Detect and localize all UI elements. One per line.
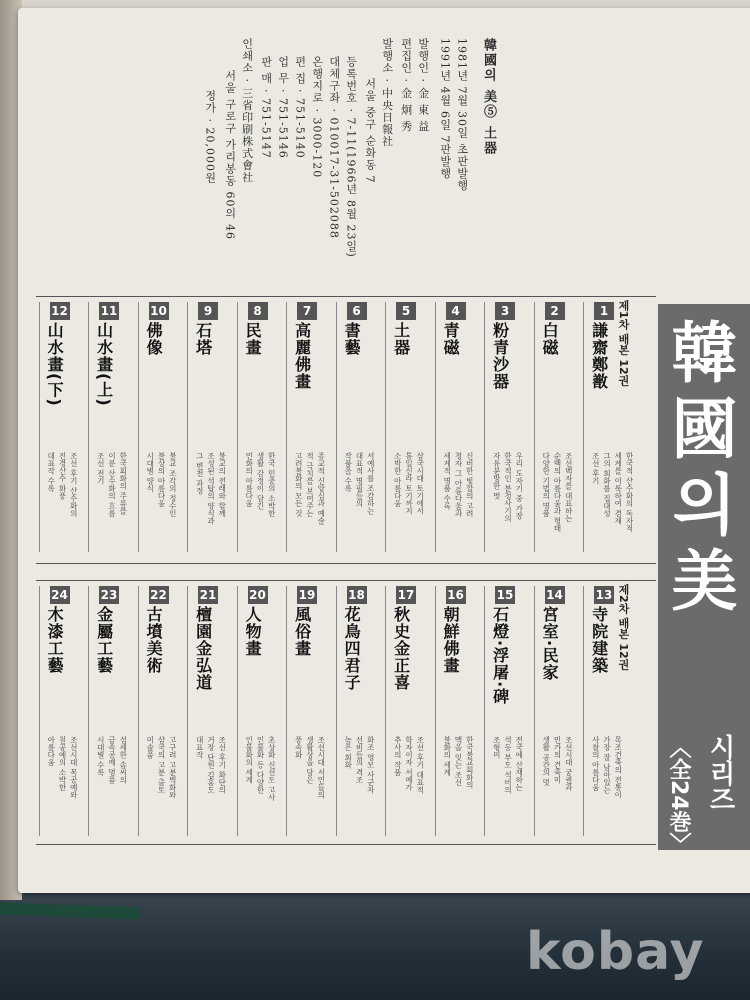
volume-entry — [287, 586, 335, 836]
volume-title: 木漆工藝 — [45, 606, 65, 674]
volume-description: 종교적 신앙심과 예술 적 극치를 보여주는 고려불화의 모든 것 — [294, 452, 326, 525]
volume-description: 화조 영모 사군자 선비들의 격조 높은 회화 — [343, 736, 376, 794]
colophon-phone-sales: 판 매 · 751-5147 — [259, 56, 273, 159]
volume-divider — [88, 302, 89, 552]
volume-title: 花鳥四君子 — [342, 606, 362, 691]
volume-number: 15 — [496, 588, 514, 602]
volume-divider — [435, 586, 436, 836]
volume-entry — [386, 586, 434, 836]
colophon-phone-edit: 편 집 · 751-5140 — [293, 56, 307, 159]
volume-number: 22 — [150, 588, 167, 602]
volume-number: 12 — [51, 304, 68, 318]
volume-description: 신비한 빛깔의 고려 청자 그 아름다움과 세계적 명품 수록 — [442, 452, 475, 517]
volume-description: 서예사를 조감하는 대표적 명필들의 작품을 수록 — [343, 452, 376, 515]
volume-number: 17 — [397, 588, 415, 602]
colophon-editor: 편집인 · 金 炯 秀 — [399, 38, 413, 133]
watermark: kobay — [526, 922, 705, 982]
volume-divider — [286, 302, 287, 552]
volume-divider — [484, 586, 485, 836]
volume-description: 한국회화의 주류를 이룬 산수화의 흐름 조선 전기 — [96, 452, 128, 517]
colophon-account: 대체구좌 · 010017-31-502088 — [327, 56, 341, 239]
book-page — [18, 8, 750, 893]
volume-description: 조선시대 궁궐과 민가의 건축미 생활 공간의 멋 — [541, 736, 574, 791]
volume-description: 섬세한 솜씨의 금속공예 명품 시대별 수록 — [96, 736, 128, 784]
volume-number: 6 — [347, 302, 367, 320]
volume-title: 石塔 — [193, 322, 213, 356]
volume-title: 書藝 — [342, 322, 362, 356]
volume-description: 조선백자를 대표하는 순백의 아름다움과 형태 다양한 기법의 명품 — [541, 452, 574, 532]
volume-title: 人物畫 — [243, 606, 263, 657]
volume-title: 佛像 — [144, 322, 164, 356]
volume-entry — [337, 302, 385, 552]
volume-title: 石燈·浮屠·碑 — [490, 606, 510, 706]
volume-number: 2 — [545, 302, 565, 320]
volume-title: 金屬工藝 — [94, 606, 114, 674]
volume-title: 寺院建築 — [589, 606, 609, 674]
volume-divider — [385, 586, 386, 836]
volume-entry — [584, 586, 632, 836]
volume-title: 山水畫(上) — [94, 322, 114, 407]
volume-entry — [139, 302, 187, 552]
colophon-address: 서울 중구 순화동 7 — [363, 78, 377, 184]
volume-title: 高麗佛畫 — [292, 322, 312, 390]
volume-number: 9 — [198, 302, 218, 320]
volume-number: 1 — [594, 302, 614, 320]
volume-entry — [89, 586, 137, 836]
volume-divider — [237, 586, 238, 836]
volume-title: 青磁 — [441, 322, 461, 356]
volume-description: 조선 후기 산수화의 진경산수 화풍 대표작 수록 — [46, 452, 79, 517]
volume-description: 목조건축의 전통이 가장 잘 남아있는 사찰의 아름다움 — [591, 736, 623, 799]
colophon-date-1: 1981년 7월 30일 초판발행 — [455, 38, 469, 192]
volume-title: 古墳美術 — [144, 606, 164, 674]
volume-divider — [187, 302, 188, 552]
colophon-date-2: 1991년 4월 6일 7판발행 — [438, 38, 452, 180]
phase2-label: 제2차 배본 12권 — [617, 584, 630, 670]
volume-divider — [583, 302, 584, 552]
volume-entry — [89, 302, 137, 552]
series-banner-title: 韓國의美 — [660, 318, 738, 622]
volume-divider — [435, 302, 436, 552]
volume-description: 조선 후기 대표적 학자이자 서예가 추사의 작품 — [393, 736, 425, 794]
volume-description: 불교의 전래와 함께 조성된 석탑의 양식과 그 변천 과정 — [195, 452, 227, 525]
volume-number: 23 — [100, 588, 118, 602]
volume-description: 초상화 신선도 고사 인물화 등 다양한 인물화의 세계 — [244, 736, 277, 801]
volume-title: 白磁 — [540, 322, 560, 356]
volume-number: 18 — [348, 588, 365, 602]
phase2-bottom-rule — [36, 844, 656, 845]
colophon-price: 정가 · 20,000원 — [203, 90, 217, 184]
volume-description: 불교 조각의 정수인 불상의 아름다움 시대별 양식 — [145, 452, 178, 517]
volume-description: 한국 민중의 소박한 생활 감정이 담긴 민화의 아름다움 — [244, 452, 277, 517]
volume-entry — [584, 302, 632, 552]
volume-divider — [534, 302, 535, 552]
volume-divider — [88, 586, 89, 836]
volume-description: 전국에 산재하는 석등 부도 석비의 조형미 — [492, 736, 524, 794]
volume-description: 고구려 고분벽화와 삼국의 고분 출토 미술품 — [145, 736, 178, 799]
volume-number: 5 — [396, 302, 416, 320]
volume-entry — [337, 586, 385, 836]
volume-number: 7 — [297, 302, 317, 320]
volume-divider — [187, 586, 188, 836]
volume-number: 8 — [248, 302, 268, 320]
volume-divider — [39, 302, 40, 552]
volume-title: 謙齋鄭敾 — [589, 322, 609, 390]
volume-divider — [336, 586, 337, 836]
volume-description: 한국적 산수화의 독자적 세계를 이룩하여 겸재 그의 회화를 집대성 조선 후기 — [591, 452, 634, 532]
colophon-printer: 인쇄소 · 三省印刷株式會社 — [240, 38, 254, 184]
series-banner — [658, 304, 750, 855]
colophon-publisher: 발행인 · 金 東 益 — [416, 38, 430, 133]
volume-entry — [535, 302, 583, 552]
volume-title: 秋史金正喜 — [391, 606, 411, 691]
volume-title: 山水畫(下) — [45, 322, 65, 407]
colophon-giro: 온행지로 · 3000-120 — [310, 56, 324, 179]
volume-number: 24 — [51, 588, 68, 602]
volume-entry — [40, 302, 88, 552]
volume-description: 조선 후기 화단의 거장 단원 김홍도 대표작 — [195, 736, 227, 794]
colophon-registration: 등록번호 · 7-11(1966년 8월 23일) — [344, 56, 358, 258]
volume-description: 조선시대 목공예와 칠공예의 소박한 아름다움 — [46, 736, 79, 799]
volume-entry — [287, 302, 335, 552]
volume-title: 風俗畫 — [292, 606, 312, 657]
volume-entry — [436, 302, 484, 552]
phase1-bottom-rule — [36, 563, 656, 564]
volume-title: 粉青沙器 — [490, 322, 510, 390]
volume-divider — [534, 586, 535, 836]
volume-description: 우리 도자기 중 가장 한국적인 분청사기의 자유분방한 멋 — [492, 452, 524, 522]
volume-divider — [484, 302, 485, 552]
volume-entry — [238, 586, 286, 836]
volume-divider — [138, 586, 139, 836]
volume-divider — [138, 302, 139, 552]
volume-title: 宮室·民家 — [540, 606, 560, 682]
series-banner-series: 시리즈 — [705, 734, 735, 812]
colophon-title: 韓國의 美⑤ 土器 — [480, 38, 496, 157]
colophon-publishing-house: 발행소 · 中央日報社 — [380, 38, 394, 148]
volume-entry — [40, 586, 88, 836]
volume-number: 19 — [298, 588, 316, 602]
volume-divider — [39, 586, 40, 836]
phase1-top-rule — [36, 296, 656, 297]
volume-entry — [535, 586, 583, 836]
volume-entry — [139, 586, 187, 836]
volume-entry — [188, 302, 236, 552]
volume-number: 16 — [447, 588, 464, 602]
volume-divider — [583, 586, 584, 836]
volume-number: 13 — [595, 588, 613, 602]
phase2-top-rule — [36, 580, 656, 581]
volume-title: 朝鮮佛畫 — [441, 606, 461, 674]
phase1-label: 제1차 배본 12권 — [617, 300, 630, 386]
volume-number: 10 — [150, 304, 167, 318]
volume-divider — [286, 586, 287, 836]
volume-description: 삼국시대 토기에서 통일신라 토기까지 소박한 아름다움 — [393, 452, 425, 515]
volume-entry — [485, 302, 533, 552]
volume-divider — [336, 302, 337, 552]
volume-entry — [238, 302, 286, 552]
volume-entry — [485, 586, 533, 836]
volume-number: 14 — [546, 588, 563, 602]
volume-number: 11 — [100, 304, 118, 318]
volume-number: 3 — [495, 302, 515, 320]
colophon-phone-business: 업 무 · 751-5146 — [276, 56, 290, 159]
volume-divider — [237, 302, 238, 552]
volume-description: 한국불교회화의 맥을 잇는 조선 불화의 세계 — [442, 736, 475, 789]
volume-entry — [436, 586, 484, 836]
volume-entry — [386, 302, 434, 552]
volume-entry — [188, 586, 236, 836]
volume-divider — [385, 302, 386, 552]
series-banner-volumes: 〈全24巻〉 — [666, 736, 691, 855]
volume-number: 21 — [199, 588, 217, 602]
volume-number: 4 — [446, 302, 466, 320]
volume-title: 民畫 — [243, 322, 263, 356]
volume-title: 土器 — [391, 322, 411, 356]
volume-number: 20 — [249, 588, 266, 602]
colophon-printer-address: 서울 구로구 가리봉동 60의 46 — [223, 70, 237, 240]
volume-title: 檀園金弘道 — [193, 606, 213, 691]
volume-description: 조선시대 서민들의 생활상을 담은 풍속화 — [294, 736, 326, 799]
